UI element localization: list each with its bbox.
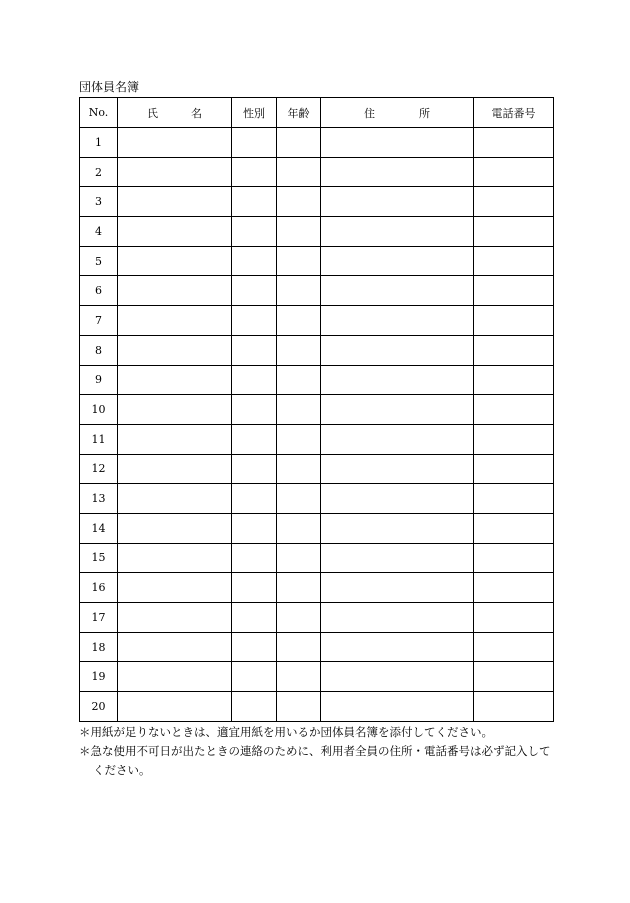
address-cell[interactable]: [321, 632, 474, 662]
row-number: 7: [80, 306, 118, 336]
header-gender: 性別: [232, 98, 277, 128]
row-number: 17: [80, 603, 118, 633]
gender-cell[interactable]: [232, 484, 277, 514]
row-number: 8: [80, 335, 118, 365]
age-cell[interactable]: [277, 662, 321, 692]
name-cell[interactable]: [118, 513, 232, 543]
address-cell[interactable]: [321, 395, 474, 425]
address-cell[interactable]: [321, 217, 474, 247]
age-cell[interactable]: [277, 306, 321, 336]
phone-cell[interactable]: [474, 217, 554, 247]
row-number: 9: [80, 365, 118, 395]
header-no: No.: [80, 98, 118, 128]
note-extra-paper: ＊用紙が足りないときは、適宜用紙を用いるか団体員名簿を添付してください。: [79, 725, 493, 739]
table-body: [80, 128, 554, 722]
table-row: [80, 662, 554, 692]
row-number: 13: [80, 484, 118, 514]
phone-cell[interactable]: [474, 513, 554, 543]
phone-cell[interactable]: [474, 484, 554, 514]
row-number: 6: [80, 276, 118, 306]
age-cell[interactable]: [277, 157, 321, 187]
phone-cell[interactable]: [474, 632, 554, 662]
table-row: [80, 246, 554, 276]
table-row: [80, 692, 554, 722]
table-row: [80, 573, 554, 603]
row-number: 2: [80, 157, 118, 187]
row-number: 10: [80, 395, 118, 425]
row-number: 14: [80, 513, 118, 543]
gender-cell[interactable]: [232, 306, 277, 336]
age-cell[interactable]: [277, 454, 321, 484]
row-number: 1: [80, 128, 118, 158]
row-number: 20: [80, 692, 118, 722]
address-cell[interactable]: [321, 484, 474, 514]
gender-cell[interactable]: [232, 632, 277, 662]
name-cell[interactable]: [118, 395, 232, 425]
gender-cell[interactable]: [232, 395, 277, 425]
address-cell[interactable]: [321, 187, 474, 217]
gender-cell[interactable]: [232, 454, 277, 484]
phone-cell[interactable]: [474, 603, 554, 633]
name-cell[interactable]: [118, 454, 232, 484]
gender-cell[interactable]: [232, 157, 277, 187]
phone-cell[interactable]: [474, 424, 554, 454]
row-number: 5: [80, 246, 118, 276]
table-row: [80, 306, 554, 336]
phone-cell[interactable]: [474, 573, 554, 603]
phone-cell[interactable]: [474, 395, 554, 425]
name-cell[interactable]: [118, 217, 232, 247]
name-cell[interactable]: [118, 484, 232, 514]
table-row: [80, 276, 554, 306]
row-number: 3: [80, 187, 118, 217]
table-row: [80, 603, 554, 633]
table-row: [80, 365, 554, 395]
table-row: [80, 395, 554, 425]
age-cell[interactable]: [277, 187, 321, 217]
table-row: [80, 157, 554, 187]
row-number: 16: [80, 573, 118, 603]
row-number: 12: [80, 454, 118, 484]
address-cell[interactable]: [321, 662, 474, 692]
address-cell[interactable]: [321, 365, 474, 395]
address-cell[interactable]: [321, 513, 474, 543]
name-cell[interactable]: [118, 187, 232, 217]
age-cell[interactable]: [277, 217, 321, 247]
name-cell[interactable]: [118, 335, 232, 365]
gender-cell[interactable]: [232, 276, 277, 306]
row-number: 15: [80, 543, 118, 573]
phone-cell[interactable]: [474, 246, 554, 276]
name-cell[interactable]: [118, 543, 232, 573]
gender-cell[interactable]: [232, 692, 277, 722]
header-name: 氏 名: [118, 98, 232, 128]
name-cell[interactable]: [118, 632, 232, 662]
name-cell[interactable]: [118, 662, 232, 692]
phone-cell[interactable]: [474, 306, 554, 336]
age-cell[interactable]: [277, 692, 321, 722]
gender-cell[interactable]: [232, 424, 277, 454]
gender-cell[interactable]: [232, 335, 277, 365]
age-cell[interactable]: [277, 603, 321, 633]
address-cell[interactable]: [321, 543, 474, 573]
phone-cell[interactable]: [474, 543, 554, 573]
row-number: 18: [80, 632, 118, 662]
table-row: [80, 128, 554, 158]
address-cell[interactable]: [321, 276, 474, 306]
table-row: [80, 543, 554, 573]
gender-cell[interactable]: [232, 128, 277, 158]
age-cell[interactable]: [277, 543, 321, 573]
table-row: [80, 454, 554, 484]
address-cell[interactable]: [321, 306, 474, 336]
note-contact-info: ＊急な使用不可日が出たときの連絡のために、利用者全員の住所・電話番号は必ず記入してください。: [79, 744, 551, 777]
phone-cell[interactable]: [474, 128, 554, 158]
phone-cell[interactable]: [474, 662, 554, 692]
gender-cell[interactable]: [232, 217, 277, 247]
age-cell[interactable]: [277, 513, 321, 543]
name-cell[interactable]: [118, 276, 232, 306]
name-cell[interactable]: [118, 246, 232, 276]
table-row: [80, 632, 554, 662]
table-row: [80, 424, 554, 454]
name-cell[interactable]: [118, 157, 232, 187]
age-cell[interactable]: [277, 276, 321, 306]
gender-cell[interactable]: [232, 513, 277, 543]
member-roster-table: [79, 97, 554, 722]
address-cell[interactable]: [321, 157, 474, 187]
table-row: [80, 513, 554, 543]
phone-cell[interactable]: [474, 187, 554, 217]
address-cell[interactable]: [321, 573, 474, 603]
address-cell[interactable]: [321, 603, 474, 633]
phone-cell[interactable]: [474, 335, 554, 365]
document-title: 団体員名簿: [79, 80, 140, 94]
gender-cell[interactable]: [232, 662, 277, 692]
age-cell[interactable]: [277, 484, 321, 514]
gender-cell[interactable]: [232, 603, 277, 633]
name-cell[interactable]: [118, 603, 232, 633]
gender-cell[interactable]: [232, 246, 277, 276]
address-cell[interactable]: [321, 128, 474, 158]
name-cell[interactable]: [118, 573, 232, 603]
phone-cell[interactable]: [474, 276, 554, 306]
header-age: 年齢: [277, 98, 321, 128]
name-cell[interactable]: [118, 692, 232, 722]
table-row: [80, 335, 554, 365]
header-address: 住 所: [321, 98, 474, 128]
address-cell[interactable]: [321, 424, 474, 454]
table-header-row: [80, 98, 554, 128]
name-cell[interactable]: [118, 306, 232, 336]
address-cell[interactable]: [321, 692, 474, 722]
address-cell[interactable]: [321, 335, 474, 365]
phone-cell[interactable]: [474, 692, 554, 722]
row-number: 19: [80, 662, 118, 692]
age-cell[interactable]: [277, 365, 321, 395]
gender-cell[interactable]: [232, 187, 277, 217]
gender-cell[interactable]: [232, 365, 277, 395]
age-cell[interactable]: [277, 128, 321, 158]
age-cell[interactable]: [277, 424, 321, 454]
phone-cell[interactable]: [474, 454, 554, 484]
age-cell[interactable]: [277, 246, 321, 276]
notes: [79, 723, 559, 780]
phone-cell[interactable]: [474, 365, 554, 395]
age-cell[interactable]: [277, 395, 321, 425]
row-number: 4: [80, 217, 118, 247]
address-cell[interactable]: [321, 246, 474, 276]
table-row: [80, 187, 554, 217]
phone-cell[interactable]: [474, 157, 554, 187]
age-cell[interactable]: [277, 335, 321, 365]
table-row: [80, 484, 554, 514]
age-cell[interactable]: [277, 632, 321, 662]
gender-cell[interactable]: [232, 543, 277, 573]
header-phone: 電話番号: [474, 98, 554, 128]
name-cell[interactable]: [118, 365, 232, 395]
name-cell[interactable]: [118, 424, 232, 454]
gender-cell[interactable]: [232, 573, 277, 603]
name-cell[interactable]: [118, 128, 232, 158]
table-row: [80, 217, 554, 247]
age-cell[interactable]: [277, 573, 321, 603]
address-cell[interactable]: [321, 454, 474, 484]
row-number: 11: [80, 424, 118, 454]
